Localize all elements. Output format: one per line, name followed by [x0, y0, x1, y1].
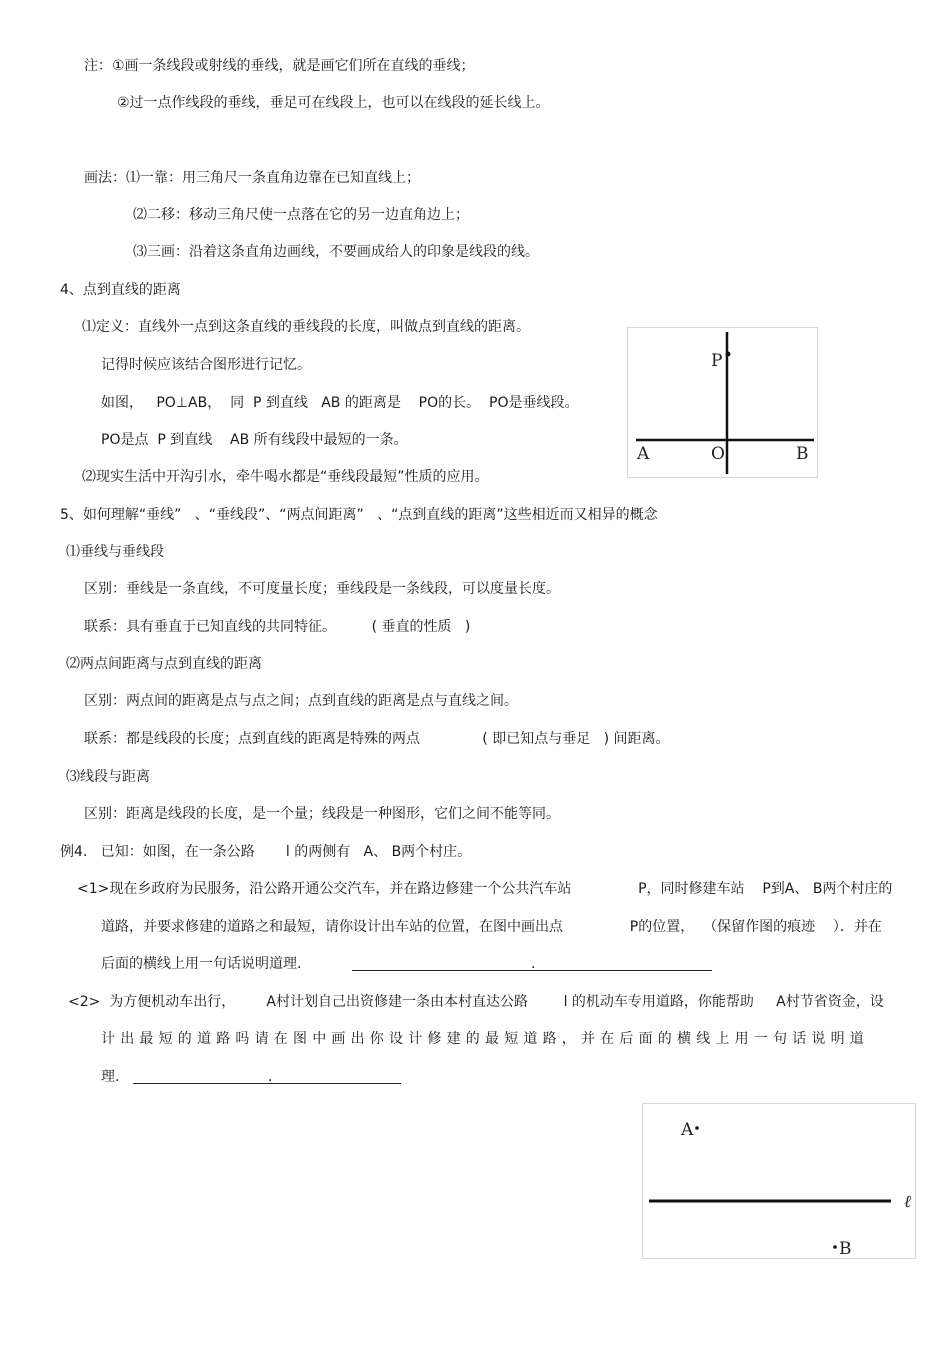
perpendicular-figure [627, 327, 818, 478]
section-5-1-difference: 区别：垂线是一条直线，不可度量长度；垂线段是一条线段，可以度量长度。 [84, 581, 560, 597]
question-2-line-2: 计出最短的道路吗请在图中画出你设计修建的最短道路，并在后面的横线上用一句话说明道 [101, 1031, 869, 1047]
section-4-remember: 记得时候应该结合图形进行记忆。 [101, 357, 311, 373]
section-5-2-difference: 区别：两点间的距离是点与点之间；点到直线的距离是点与直线之间。 [84, 693, 518, 709]
question-2-answer-blank[interactable] [133, 1083, 401, 1084]
section-5-1-connection: 联系：具有垂直于已知直线的共同特征。 ( 垂直的性质 ) [84, 619, 471, 635]
question-1-blank-dot: . [531, 956, 536, 972]
label-road-l: ℓ [904, 1192, 912, 1212]
note-line-1: 注：①画一条线段或射线的垂线，就是画它们所在直线的垂线； [84, 58, 475, 74]
label-o: O [711, 444, 725, 464]
question-1-line-3: 后面的横线上用一句话说明道理. [101, 956, 302, 972]
perpendicular-figure-svg [628, 328, 817, 477]
road-village-figure-svg [643, 1104, 915, 1258]
method-line-2: ⑵二移：移动三角尺使一点落在它的另一边直角边上； [133, 207, 469, 223]
section-4-definition: ⑴定义：直线外一点到这条直线的垂线段的长度，叫做点到直线的距离。 [82, 319, 530, 335]
section-5-2-title: ⑵两点间距离与点到直线的距离 [66, 656, 262, 672]
question-2-line-1: <2> 为方便机动车出行， A村计划自己出资修建一条由本村直达公路 l 的机动车专用道路，你能帮助 A村节省资金，设 [68, 994, 884, 1010]
section-4-application: ⑵现实生活中开沟引水，牵牛喝水都是“垂线段最短”性质的应用。 [82, 469, 489, 485]
label-village-b: B [839, 1239, 852, 1258]
question-1-line-1: <1>现在乡政府为民服务，沿公路开通公交汽车，并在路边修建一个公共汽车站 P，同时修建车站 P到A、 B两个村庄的 [77, 881, 893, 897]
note-line-2: ②过一点作线段的垂线，垂足可在线段上，也可以在线段的延长线上。 [117, 95, 550, 111]
method-line-1: 画法：⑴一靠：用三角尺一条直角边靠在已知直线上； [84, 170, 420, 186]
section-4-shortest: PO是点 P 到直线 AB 所有线段中最短的一条。 [101, 432, 408, 448]
village-b-dot [833, 1245, 837, 1249]
label-b: B [796, 444, 809, 464]
village-a-dot [695, 1126, 699, 1130]
question-1-line-2: 道路，并要求修建的道路之和最短，请你设计出车站的位置，在图中画出点 P的位置， （保留作图的痕迹 ）．并在 [101, 919, 882, 935]
question-2-blank-dot: . [268, 1069, 273, 1085]
example-4-title: 例4. 已知：如图，在一条公路 l 的两侧有 A、 B两个村庄。 [60, 844, 472, 860]
question-2-line-3: 理. [101, 1069, 120, 1085]
section-4-example: 如图， PO⊥AB， 同 P 到直线 AB 的距离是 PO的长。 PO是垂线段。 [101, 395, 579, 411]
section-5-2-connection: 联系：都是线段的长度；点到直线的距离是特殊的两点 ( 即已知点与垂足 ) 间距离。 [84, 731, 670, 747]
label-p: P [711, 351, 723, 371]
label-a: A [637, 444, 650, 464]
method-line-3: ⑶三画：沿着这条直角边画线，不要画成给人的印象是线段的线。 [133, 244, 539, 260]
section-5-3-difference: 区别：距离是线段的长度，是一个量；线段是一种图形，它们之间不能等同。 [84, 806, 560, 822]
road-village-figure [642, 1103, 916, 1259]
section-4-title: 4、点到直线的距离 [60, 282, 181, 298]
section-5-title: 5、如何理解“垂线” 、“垂线段”、“两点间距离” 、“点到直线的距离”这些相近而又相异的概念 [60, 507, 658, 523]
point-p [726, 352, 731, 357]
label-village-a: A [681, 1120, 694, 1140]
section-5-3-title: ⑶线段与距离 [66, 769, 150, 785]
section-5-1-title: ⑴垂线与垂线段 [66, 544, 164, 560]
